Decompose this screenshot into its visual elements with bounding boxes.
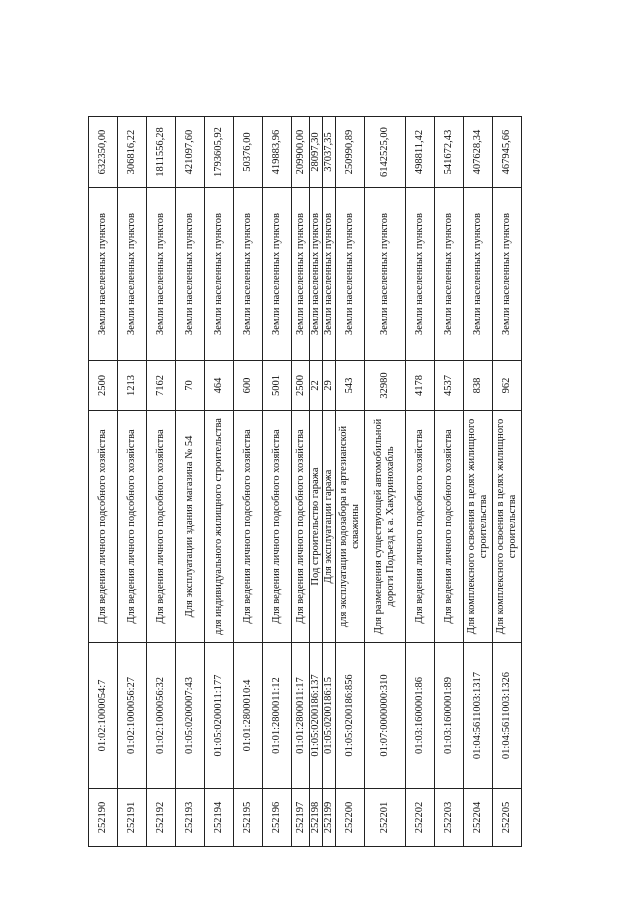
cadastral-value-cell: 6142525,00 [364,117,405,188]
cadastral-value-cell: 467945,66 [492,117,521,188]
area-cell: 2500 [292,361,310,411]
permitted-use-cell: Для ведения личного подсобного хозяйства [234,411,263,643]
row-number-cell: 252197 [292,789,310,847]
row-number-cell: 252191 [118,789,147,847]
permitted-use-cell: Для эксплуатации гаража [322,411,335,643]
table-row [234,117,263,847]
table-row [205,117,234,847]
cadastral-value-cell: 421097,60 [176,117,205,188]
land-category-cell: Земли населенных пунктов [310,188,323,361]
table-body [89,117,522,847]
cadastral-number-cell: 01:05:0200186:137 [310,643,323,789]
cadastral-number-cell: 01:02:1000054:7 [89,643,118,789]
row-number-cell: 252190 [89,789,118,847]
permitted-use-cell: для эксплуатации водозабора и артезианской скважины [335,411,364,643]
cadastral-value-cell: 209900,00 [292,117,310,188]
area-cell: 600 [234,361,263,411]
rotated-table-wrapper [88,117,546,847]
cadastral-value-cell: 37037,35 [322,117,335,188]
land-category-cell: Земли населенных пунктов [434,188,463,361]
table-row [292,117,310,847]
land-category-cell: Земли населенных пунктов [463,188,492,361]
permitted-use-cell: Для ведения личного подсобного хозяйства [89,411,118,643]
permitted-use-cell: Для размещения существующей автомобильной дороги Подъезд к а. Хакуринохабль [364,411,405,643]
land-category-cell: Земли населенных пунктов [263,188,292,361]
cadastral-value-cell: 50376,00 [234,117,263,188]
permitted-use-cell: Для ведения личного подсобного хозяйства [147,411,176,643]
row-number-cell: 252202 [405,789,434,847]
cadastral-value-cell: 407628,34 [463,117,492,188]
row-number-cell: 252201 [364,789,405,847]
row-number-cell: 252199 [322,789,335,847]
cadastral-number-cell: 01:01:2800011:17 [292,643,310,789]
cadastral-value-cell: 1793605,92 [205,117,234,188]
area-cell: 962 [492,361,521,411]
row-number-cell: 252198 [310,789,323,847]
table-row [263,117,292,847]
land-category-cell: Земли населенных пунктов [234,188,263,361]
land-category-cell: Земли населенных пунктов [364,188,405,361]
permitted-use-cell: для индивидуального жилищного строительства [205,411,234,643]
cadastral-number-cell: 01:02:1000056:32 [147,643,176,789]
table-row [118,117,147,847]
cadastral-value-cell: 250990,89 [335,117,364,188]
table-row [310,117,323,847]
table-row [176,117,205,847]
cadastral-value-table [88,116,522,847]
row-number-cell: 252193 [176,789,205,847]
document-page [88,117,546,847]
cadastral-number-cell: 01:01:2800010:4 [234,643,263,789]
permitted-use-cell: Для ведения личного подсобного хозяйства [263,411,292,643]
row-number-cell: 252192 [147,789,176,847]
permitted-use-cell: Для ведения личного подсобного хозяйства [405,411,434,643]
cadastral-number-cell: 01:05:0200186:856 [335,643,364,789]
cadastral-value-cell: 419883,96 [263,117,292,188]
permitted-use-cell: Для комплексного освоения в целях жилищного строительства [463,411,492,643]
cadastral-value-cell: 28097,30 [310,117,323,188]
row-number-cell: 252194 [205,789,234,847]
row-number-cell: 252204 [463,789,492,847]
cadastral-value-cell: 632350,00 [89,117,118,188]
table-row [405,117,434,847]
land-category-cell: Земли населенных пунктов [405,188,434,361]
land-category-cell: Земли населенных пунктов [292,188,310,361]
cadastral-number-cell: 01:04:5611003:1326 [492,643,521,789]
area-cell: 32980 [364,361,405,411]
row-number-cell: 252203 [434,789,463,847]
cadastral-value-cell: 541672,43 [434,117,463,188]
cadastral-number-cell: 01:07:0000000:310 [364,643,405,789]
cadastral-number-cell: 01:04:5611003:1317 [463,643,492,789]
cadastral-number-cell: 01:05:0200186:15 [322,643,335,789]
cadastral-number-cell: 01:02:1000056:27 [118,643,147,789]
table-row [89,117,118,847]
area-cell: 4178 [405,361,434,411]
cadastral-number-cell: 01:05:0200007:43 [176,643,205,789]
cadastral-value-cell: 1811556,28 [147,117,176,188]
permitted-use-cell: Для комплексного освоения в целях жилищного строительства [492,411,521,643]
cadastral-number-cell: 01:01:2800011:12 [263,643,292,789]
cadastral-number-cell: 01:05:0200011:177 [205,643,234,789]
area-cell: 1213 [118,361,147,411]
table-row [492,117,521,847]
permitted-use-cell: Для ведения личного подсобного хозяйства [292,411,310,643]
table-row [434,117,463,847]
table-row [364,117,405,847]
area-cell: 29 [322,361,335,411]
cadastral-value-cell: 306816,22 [118,117,147,188]
area-cell: 5001 [263,361,292,411]
table-row [147,117,176,847]
row-number-cell: 252195 [234,789,263,847]
land-category-cell: Земли населенных пунктов [118,188,147,361]
permitted-use-cell: Для ведения личного подсобного хозяйства [118,411,147,643]
cadastral-number-cell: 01:03:1600001:89 [434,643,463,789]
area-cell: 464 [205,361,234,411]
land-category-cell: Земли населенных пунктов [322,188,335,361]
table-row [322,117,335,847]
cadastral-number-cell: 01:03:1600001:86 [405,643,434,789]
row-number-cell: 252196 [263,789,292,847]
area-cell: 22 [310,361,323,411]
row-number-cell: 252200 [335,789,364,847]
area-cell: 4537 [434,361,463,411]
area-cell: 838 [463,361,492,411]
permitted-use-cell: Под строительство гаража [310,411,323,643]
area-cell: 70 [176,361,205,411]
area-cell: 7162 [147,361,176,411]
area-cell: 2500 [89,361,118,411]
land-category-cell: Земли населенных пунктов [492,188,521,361]
land-category-cell: Земли населенных пунктов [205,188,234,361]
land-category-cell: Земли населенных пунктов [176,188,205,361]
table-row [463,117,492,847]
area-cell: 543 [335,361,364,411]
land-category-cell: Земли населенных пунктов [147,188,176,361]
land-category-cell: Земли населенных пунктов [89,188,118,361]
cadastral-value-cell: 498811,42 [405,117,434,188]
permitted-use-cell: Для эксплуатации здания магазина № 54 [176,411,205,643]
land-category-cell: Земли населенных пунктов [335,188,364,361]
permitted-use-cell: Для ведения личного подсобного хозяйства [434,411,463,643]
row-number-cell: 252205 [492,789,521,847]
table-row [335,117,364,847]
